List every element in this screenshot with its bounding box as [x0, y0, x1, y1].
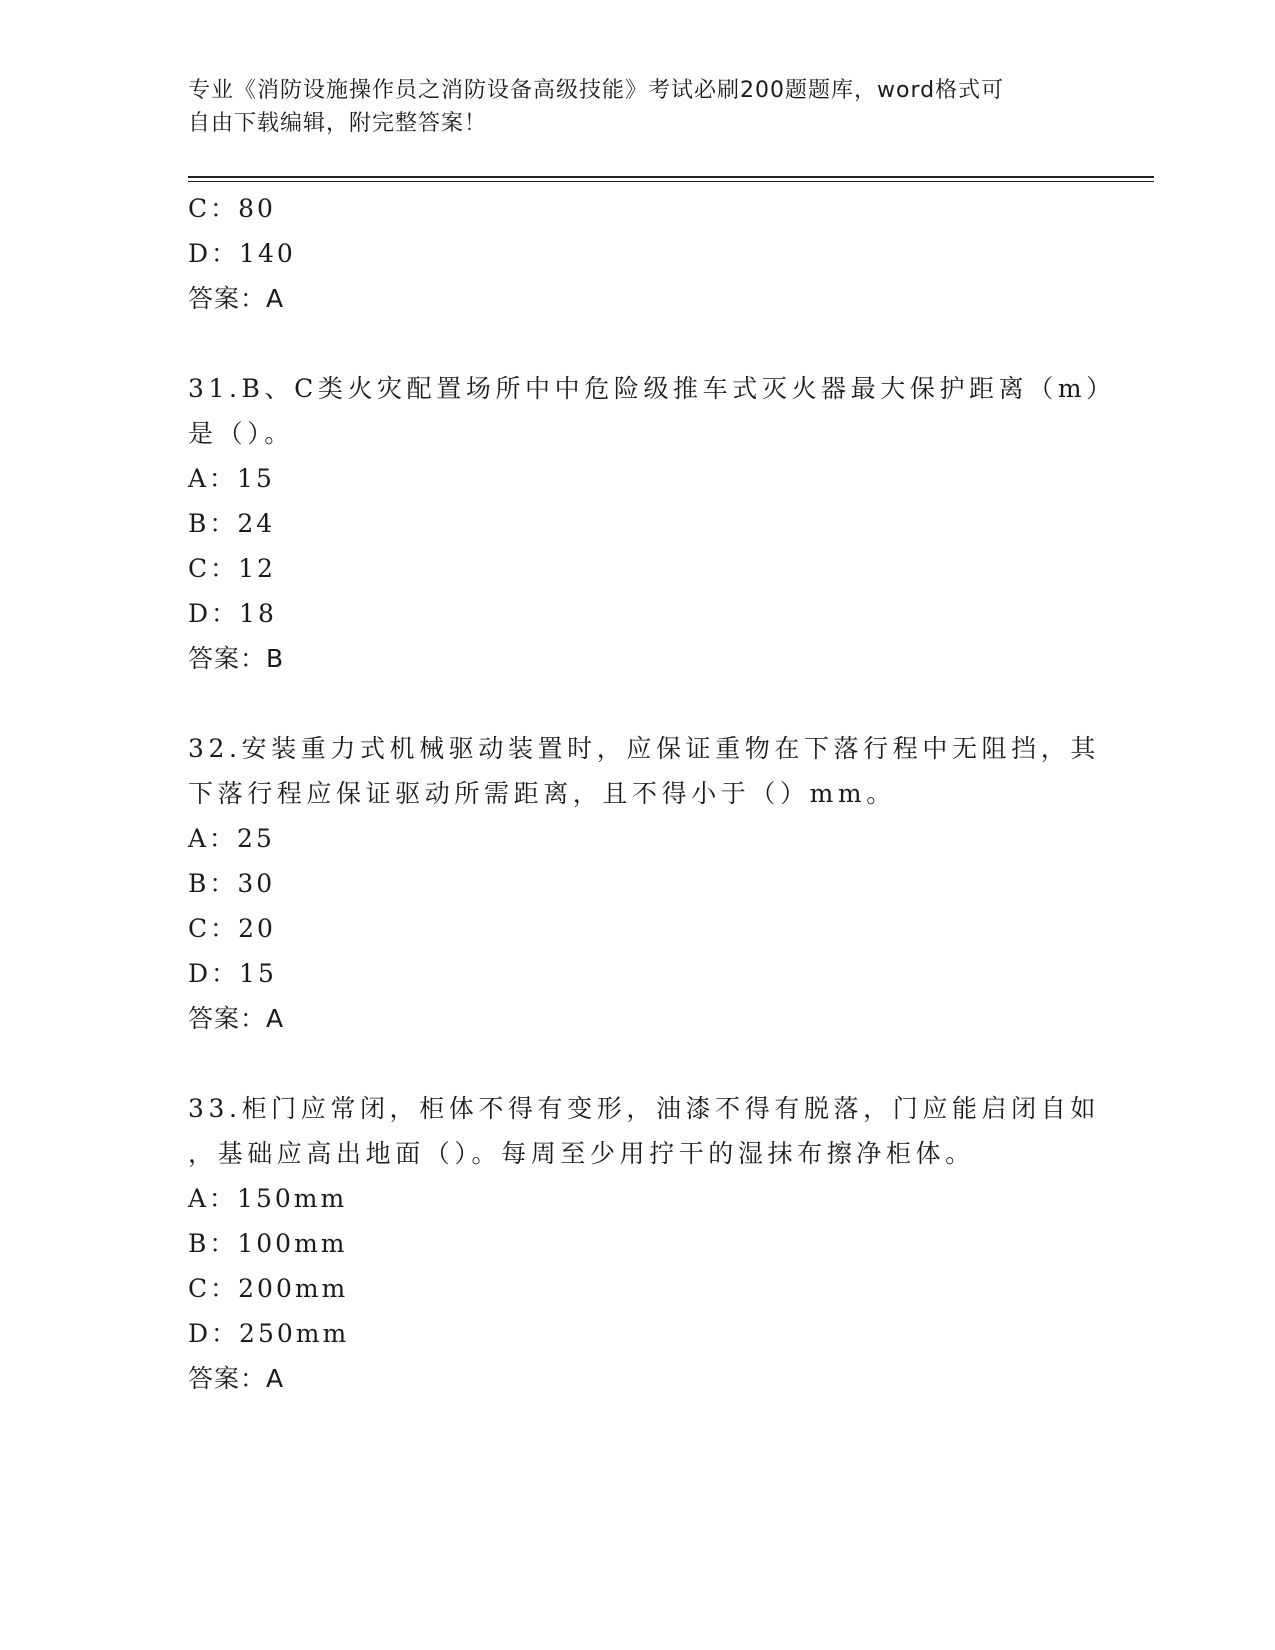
q32-answer: 答案：A	[188, 1004, 285, 1033]
q31-text-line-2: 是（）。	[188, 419, 294, 448]
q32-text-line-2: 下落行程应保证驱动所需距离，且不得小于（）mm。	[188, 779, 896, 808]
prev-option-c: C：80	[188, 194, 276, 223]
q31-text-line-1: 31.B、C类火灾配置场所中中危险级推车式灭火器最大保护距离（m）	[188, 374, 1116, 403]
q32-option-a: A：25	[188, 824, 275, 853]
q31-option-a: A：15	[188, 464, 275, 493]
header-divider-thick	[188, 176, 1154, 178]
q32-text-line-1: 32.安装重力式机械驱动装置时，应保证重物在下落行程中无阻挡，其	[188, 734, 1100, 763]
q33-option-c: C：200mm	[188, 1274, 349, 1303]
q32-option-d: D：15	[188, 959, 277, 988]
q33-option-d: D：250mm	[188, 1319, 350, 1348]
header-line-2: 自由下载编辑，附完整答案！	[188, 111, 488, 136]
q33-answer: 答案：A	[188, 1364, 285, 1393]
q32-option-c: C：20	[188, 914, 276, 943]
q31-option-b: B：24	[188, 509, 276, 538]
header-divider-thin	[188, 181, 1154, 182]
prev-answer: 答案：A	[188, 284, 285, 313]
prev-option-d: D：140	[188, 239, 296, 268]
header-line-1: 专业《消防设施操作员之消防设备高级技能》考试必刷200题题库，word格式可	[188, 78, 1005, 103]
q32-option-b: B：30	[188, 869, 276, 898]
q33-option-b: B：100mm	[188, 1229, 348, 1258]
q33-option-a: A：150mm	[188, 1184, 348, 1213]
q31-option-c: C：12	[188, 554, 276, 583]
q33-text-line-2: ，基础应高出地面（）。每周至少用拧干的湿抹布擦净柜体。	[188, 1139, 975, 1168]
q31-option-d: D：18	[188, 599, 277, 628]
document-header	[188, 74, 1068, 140]
q31-answer: 答案：B	[188, 644, 285, 673]
q33-text-line-1: 33.柜门应常闭，柜体不得有变形，油漆不得有脱落，门应能启闭自如	[188, 1094, 1100, 1123]
